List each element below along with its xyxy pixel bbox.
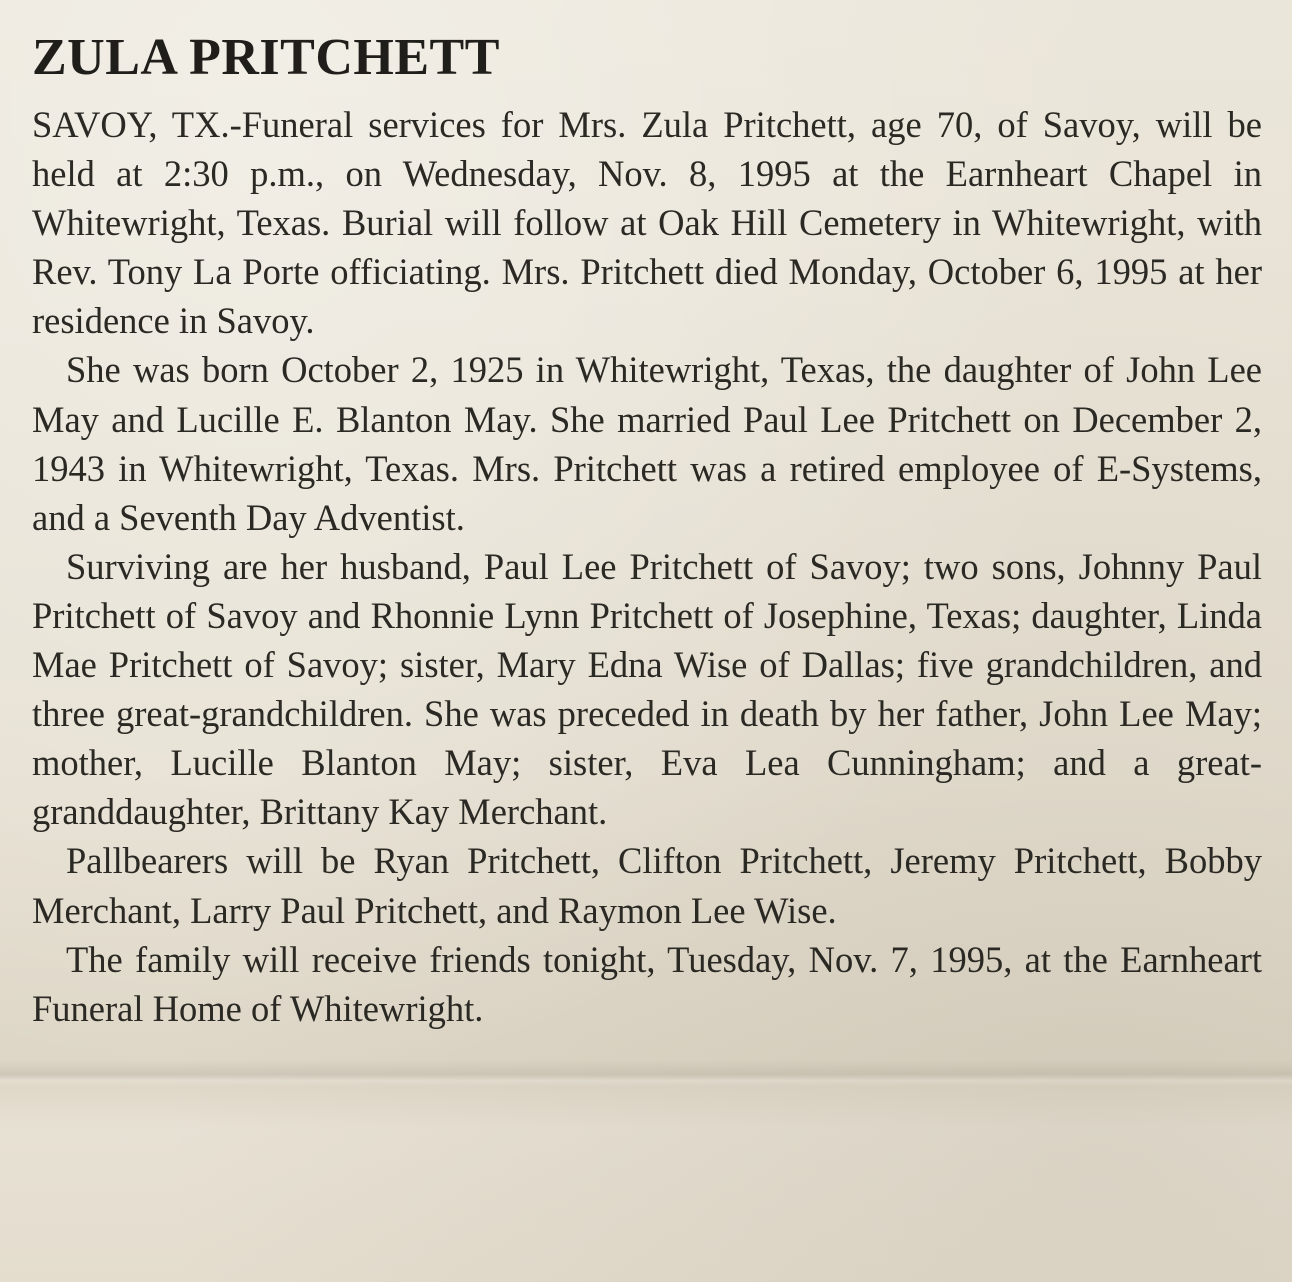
obituary-headline: ZULA PRITCHETT [32,29,500,86]
obituary-body [32,100,1262,1033]
paragraph-visitation: The family will receive friends tonight, Tuesday, Nov. 7, 1995, at the Earnheart Funeral Home of Whitewright. [32,938,1262,1029]
paper-fold-crease [0,1060,1292,1086]
paragraph-pallbearers: Pallbearers will be Ryan Pritchett, Clifton Pritchett, Jeremy Pritchett, Bobby Merchant, Larry Paul Pritchett, and Raymon Lee Wise. [32,840,1262,931]
paragraph-biography: She was born October 2, 1925 in Whitewright, Texas, the daughter of John Lee May and Lucille E. Blanton May. She married Paul Lee Pritchett on December 2, 1943 in Whitewright, Texas. Mrs. Pritchett was a retired employee of E-Systems, and a Seventh Day Adventist. [32,349,1262,538]
paragraph-funeral-services: SAVOY, TX.-Funeral services for Mrs. Zula Pritchett, age 70, of Savoy, will be held at 2:30 p.m., on Wednesday, Nov. 8, 1995 at the Earnheart Chapel in Whitewright, Texas. Burial will follow at Oak Hill Cemetery in Whitewright, with Rev. Tony La Porte officiating. Mrs. Pritchett died Monday, October 6, 1995 at her residence in Savoy. [32,104,1262,342]
paragraph-survivors: Surviving are her husband, Paul Lee Pritchett of Savoy; two sons, Johnny Paul Pritchett of Savoy and Rhonnie Lynn Pritchett of Josephine, Texas; daughter, Linda Mae Pritchett of Savoy; sister, Mary Edna Wise of Dallas; five grandchildren, and three great-grandchildren. She was preceded in death by her father, John Lee May; mother, Lucille Blanton May; sister, Eva Lea Cunningham; and a great-granddaughter, Brittany Kay Merchant. [32,545,1262,833]
